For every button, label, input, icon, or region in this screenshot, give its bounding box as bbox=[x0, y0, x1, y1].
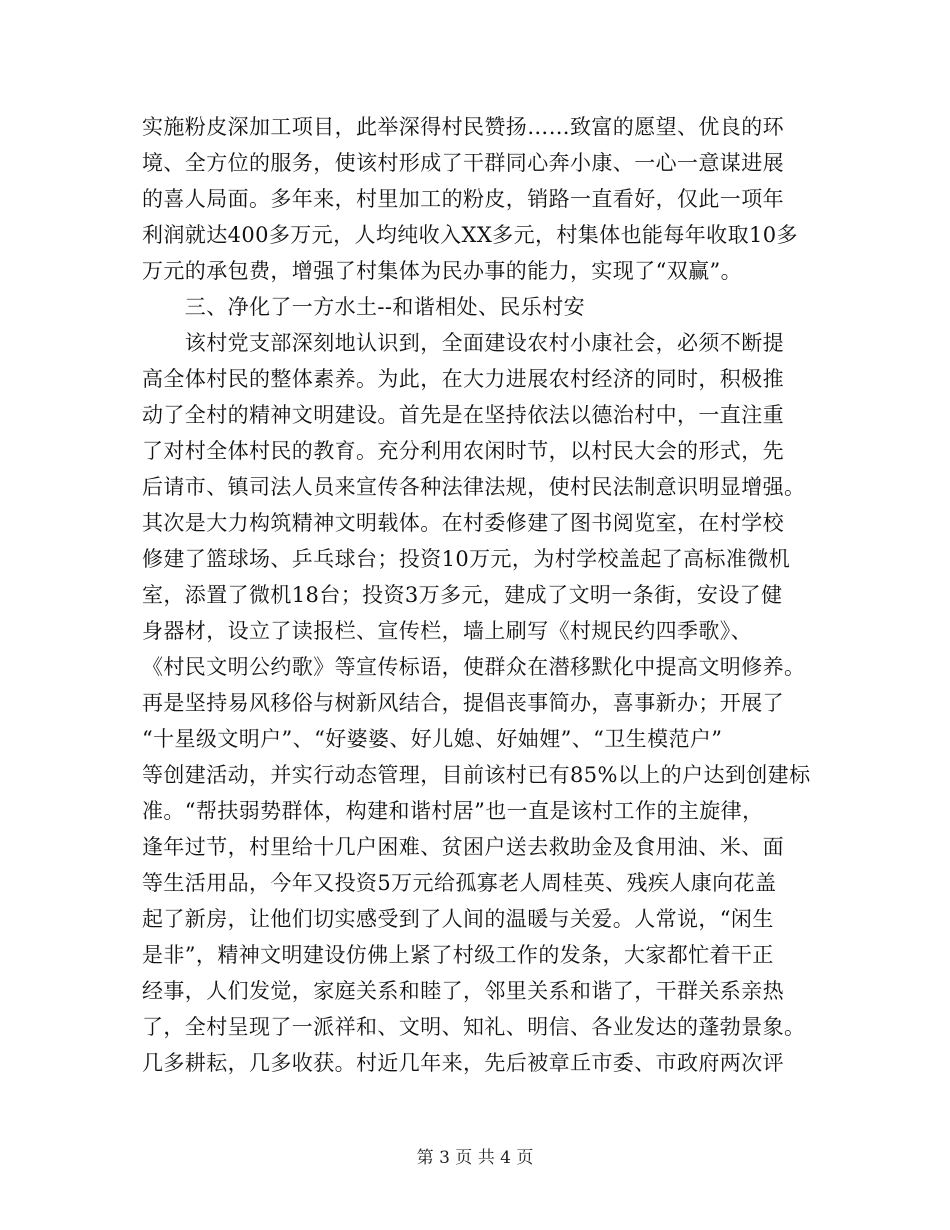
text-line: 再是坚持易风移俗与树新风结合，提倡丧事简办，喜事新办；开展了 bbox=[142, 691, 784, 715]
text-line: 实施粉皮深加工项目，此举深得村民赞扬……致富的愿望、优良的环 bbox=[142, 115, 784, 139]
text-line: 几多耕耘，几多收获。村近几年来，先后被章丘市委、市政府两次评 bbox=[142, 1051, 784, 1075]
text-line: 室，添置了微机18台；投资3万多元，建成了文明一条街，安设了健 bbox=[142, 583, 783, 607]
text-line: 的喜人局面。多年来，村里加工的粉皮，销路一直看好，仅此一项年 bbox=[142, 187, 784, 211]
text-line: 是非”，精神文明建设仿佛上紧了村级工作的发条，大家都忙着干正 bbox=[142, 943, 774, 967]
text-line: 高全体村民的整体素养。为此，在大力进展农村经济的同时，积极推 bbox=[142, 367, 784, 391]
text-line: 境、全方位的服务，使该村形成了干群同心奔小康、一心一意谋进展 bbox=[142, 151, 784, 175]
text-line: 身器材，设立了读报栏、宣传栏，墙上刷写《村规民约四季歌》、 bbox=[142, 619, 753, 643]
text-line: 等创建活动，并实行动态管理，目前该村已有85%以上的户达到创建标 bbox=[142, 763, 811, 787]
text-line: 经事，人们发觉，家庭关系和睦了，邻里关系和谐了，干群关系亲热 bbox=[142, 979, 784, 1003]
text-line: 其次是大力构筑精神文明载体。在村委修建了图书阅览室，在村学校 bbox=[142, 511, 784, 535]
text-line: 了对村全体村民的教育。充分利用农闲时节，以村民大会的形式，先 bbox=[142, 439, 784, 463]
text-line: 后请市、镇司法人员来宣传各种法律法规，使村民法制意识明显增强。 bbox=[142, 475, 806, 499]
text-line: 《村民文明公约歌》等宣传标语，使群众在潜移默化中提高文明修养。 bbox=[142, 655, 806, 679]
text-line: 万元的承包费，增强了村集体为民办事的能力，实现了“双赢”。 bbox=[142, 259, 743, 283]
text-line: 动了全村的精神文明建设。首先是在坚持依法以德治村中，一直注重 bbox=[142, 403, 784, 427]
text-line: 修建了篮球场、乒乓球台；投资10万元，为村学校盖起了高标准微机 bbox=[142, 547, 791, 571]
text-line: “十星级文明户”、“好婆婆、好儿媳、好妯娌”、“卫生模范户” bbox=[142, 727, 723, 751]
text-line: 等生活用品，今年又投资5万元给孤寡老人周桂英、残疾人康向花盖 bbox=[142, 871, 777, 895]
text-line: 了，全村呈现了一派祥和、文明、知礼、明信、各业发达的蓬勃景象。 bbox=[142, 1015, 806, 1039]
text-line: 起了新房，让他们切实感受到了人间的温暖与关爱。人常说，“闲生 bbox=[142, 907, 774, 931]
text-line: 该村党支部深刻地认识到，全面建设农村小康社会，必须不断提 bbox=[142, 331, 784, 355]
text-line: 利润就达400多万元，人均纯收入XX多元，村集体也能每年收取10多 bbox=[142, 223, 798, 247]
section-heading: 三、净化了一方水土--和谐相处、民乐村安 bbox=[142, 295, 585, 319]
text-line: 准。“帮扶弱势群体，构建和谐村居”也一直是该村工作的主旋律， bbox=[142, 799, 764, 823]
text-line: 逢年过节，村里给十几户困难、贫困户送去救助金及食用油、米、面 bbox=[142, 835, 784, 859]
page-number-footer: 第 3 页 共 4 页 bbox=[416, 1148, 534, 1168]
